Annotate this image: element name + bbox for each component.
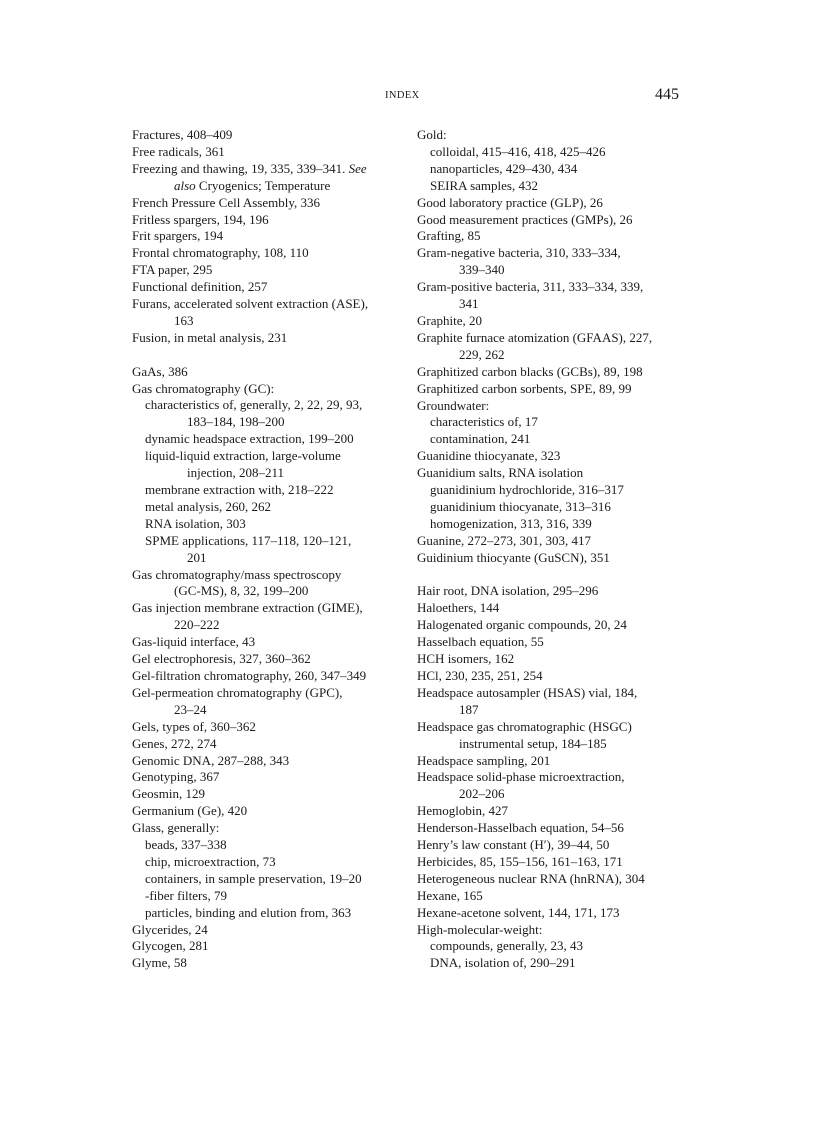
entry-text: GaAs, 386 <box>132 363 188 379</box>
index-entry <box>417 820 687 837</box>
entry-text: Hexane-acetone solvent, 144, 171, 173 <box>417 904 620 920</box>
entry-text: Grafting, 85 <box>417 228 481 244</box>
entry-text: DNA, isolation of, 290–291 <box>430 955 576 971</box>
entry-text: Gas injection membrane extraction (GIME), <box>132 600 363 616</box>
index-entry <box>132 938 394 955</box>
entry-text: Gas chromatography/mass spectroscopy <box>132 566 342 582</box>
entry-text: beads, 337–338 <box>145 837 227 853</box>
page-number: 445 <box>655 86 679 103</box>
entry-continuation: 201 <box>187 549 207 565</box>
entry-text: homogenization, 313, 316, 339 <box>430 515 592 531</box>
index-entry <box>417 583 687 600</box>
index-entry <box>132 803 394 820</box>
entry-text: Fractures, 408–409 <box>132 127 233 142</box>
entry-text: FTA paper, 295 <box>132 262 213 278</box>
entry-text: Guanine, 272–273, 301, 303, 417 <box>417 532 592 548</box>
entry-text: Gold: <box>417 127 447 142</box>
index-subentry <box>417 938 687 955</box>
index-subentry <box>132 499 394 516</box>
index-entry <box>417 753 687 770</box>
index-subentry <box>417 955 687 972</box>
index-entry <box>417 127 687 144</box>
index-subentry <box>132 533 394 567</box>
entry-text: Good laboratory practice (GLP), 26 <box>417 194 603 210</box>
entry-text: Halogenated organic compounds, 20, 24 <box>417 617 627 633</box>
entry-text: Guanidine thiocyanate, 323 <box>417 448 561 464</box>
index-entry <box>417 279 687 313</box>
entry-text: Headspace solid-phase microextraction, <box>417 769 625 785</box>
index-entry <box>132 786 394 803</box>
entry-text: HCH isomers, 162 <box>417 651 515 667</box>
index-entry <box>132 685 394 719</box>
entry-text: Genomic DNA, 287–288, 343 <box>132 752 290 768</box>
index-entry <box>417 634 687 651</box>
entry-text: membrane extraction with, 218–222 <box>145 482 334 498</box>
entry-text: Gas-liquid interface, 43 <box>132 634 256 650</box>
entry-text: Germanium (Ge), 420 <box>132 803 248 819</box>
index-entry <box>417 212 687 229</box>
index-column-left <box>132 127 394 972</box>
index-subentry <box>417 482 687 499</box>
entry-continuation: 341 <box>459 296 479 312</box>
index-subentry <box>417 161 687 178</box>
letter-group-gap <box>417 567 687 584</box>
entry-text: Hemoglobin, 427 <box>417 803 508 819</box>
page-header <box>0 86 816 108</box>
entry-text: Headspace autosampler (HSAS) vial, 184, <box>417 684 638 700</box>
index-entry <box>417 533 687 550</box>
index-entry <box>417 905 687 922</box>
entry-text: Graphite, 20 <box>417 312 482 328</box>
index-entry <box>417 398 687 415</box>
entry-text: Fritless spargers, 194, 196 <box>132 211 269 227</box>
index-entry <box>132 736 394 753</box>
entry-continuation: 163 <box>174 312 194 328</box>
index-entry <box>417 871 687 888</box>
index-entry <box>417 651 687 668</box>
entry-text: chip, microextraction, 73 <box>145 853 276 869</box>
entry-text: Graphite furnace atomization (GFAAS), 227, <box>417 329 653 345</box>
entry-text: Gel electrophoresis, 327, 360–362 <box>132 651 311 667</box>
index-subentry <box>132 482 394 499</box>
entry-continuation: instrumental setup, 184–185 <box>459 735 607 751</box>
index-entry <box>132 296 394 330</box>
index-entry <box>132 567 394 601</box>
entry-text: Frit spargers, 194 <box>132 228 224 244</box>
index-entry <box>417 364 687 381</box>
entry-text: contamination, 241 <box>430 431 531 447</box>
index-subentry <box>417 516 687 533</box>
index-subentry <box>417 499 687 516</box>
index-entry <box>417 195 687 212</box>
entry-text: Gel-filtration chromatography, 260, 347–349 <box>132 667 367 683</box>
index-entry <box>132 228 394 245</box>
index-entry <box>417 719 687 753</box>
index-entry <box>417 769 687 803</box>
entry-continuation: 339–340 <box>459 262 505 278</box>
entry-text: Headspace sampling, 201 <box>417 752 551 768</box>
entry-text: Frontal chromatography, 108, 110 <box>132 245 309 261</box>
index-subentry <box>132 431 394 448</box>
entry-text: Gels, types of, 360–362 <box>132 718 256 734</box>
index-subentry <box>132 888 394 905</box>
index-entry <box>132 364 394 381</box>
entry-text: Glass, generally: <box>132 820 220 836</box>
index-column-right <box>417 127 687 972</box>
index-entry <box>417 803 687 820</box>
entry-text: Henderson-Hasselbach equation, 54–56 <box>417 820 624 836</box>
index-entry <box>132 820 394 837</box>
entry-text: Guidinium thiocyante (GuSCN), 351 <box>417 549 610 565</box>
index-subentry <box>417 178 687 195</box>
entry-continuation: 202–206 <box>459 786 505 802</box>
entry-text: Gram-positive bacteria, 311, 333–334, 339, <box>417 279 644 295</box>
index-entry <box>417 550 687 567</box>
entry-text: dynamic headspace extraction, 199–200 <box>145 431 354 447</box>
entry-continuation: (GC-MS), 8, 32, 199–200 <box>174 583 309 599</box>
index-entry <box>132 195 394 212</box>
entry-text: Free radicals, 361 <box>132 143 225 159</box>
index-subentry <box>417 144 687 161</box>
index-subentry <box>132 516 394 533</box>
entry-text: Headspace gas chromatographic (HSGC) <box>417 718 632 734</box>
entry-text: colloidal, 415–416, 418, 425–426 <box>430 143 606 159</box>
index-entry <box>132 262 394 279</box>
index-entry <box>417 668 687 685</box>
index-entry <box>132 753 394 770</box>
entry-text: Hair root, DNA isolation, 295–296 <box>417 583 599 599</box>
entry-continuation: 23–24 <box>174 701 207 717</box>
index-entry <box>417 922 687 939</box>
entry-text: metal analysis, 260, 262 <box>145 498 272 514</box>
index-entry <box>132 161 394 195</box>
index-entry <box>132 719 394 736</box>
entry-text: Hasselbach equation, 55 <box>417 634 544 650</box>
entry-text: Glycogen, 281 <box>132 938 209 954</box>
running-head: INDEX <box>385 90 420 101</box>
entry-text: Furans, accelerated solvent extraction (ASE), <box>132 296 369 312</box>
entry-text: HCl, 230, 235, 251, 254 <box>417 667 543 683</box>
index-entry <box>132 600 394 634</box>
index-entry <box>132 668 394 685</box>
index-subentry <box>132 854 394 871</box>
entry-text: High-molecular-weight: <box>417 921 543 937</box>
index-entry <box>132 955 394 972</box>
index-entry <box>417 313 687 330</box>
entry-text: SPME applications, 117–118, 120–121, <box>145 532 352 548</box>
entry-text: Glycerides, 24 <box>132 921 208 937</box>
index-entry <box>417 245 687 279</box>
entry-text: Genes, 272, 274 <box>132 735 217 751</box>
index-entry <box>132 769 394 786</box>
index-entry <box>132 212 394 229</box>
index-entry <box>132 634 394 651</box>
entry-text: Herbicides, 85, 155–156, 161–163, 171 <box>417 853 623 869</box>
index-entry <box>132 279 394 296</box>
index-entry <box>417 448 687 465</box>
index-entry <box>132 330 394 347</box>
entry-text: Genotyping, 367 <box>132 769 220 785</box>
entry-text: guanidinium hydrochloride, 316–317 <box>430 482 624 498</box>
entry-text: guanidinium thiocyanate, 313–316 <box>430 498 611 514</box>
index-entry <box>417 617 687 634</box>
entry-text: liquid-liquid extraction, large-volume <box>145 448 341 464</box>
entry-text: Guanidium salts, RNA isolation <box>417 465 584 481</box>
entry-text: Groundwater: <box>417 397 490 413</box>
index-entry <box>417 685 687 719</box>
entry-text: characteristics of, generally, 2, 22, 29, 93, <box>145 397 363 413</box>
index-entry <box>132 144 394 161</box>
entry-text: Heterogeneous nuclear RNA (hnRNA), 304 <box>417 870 645 886</box>
entry-text: French Pressure Cell Assembly, 336 <box>132 194 320 210</box>
entry-text: Glyme, 58 <box>132 955 187 971</box>
entry-continuation: also Cryogenics; Temperature <box>174 177 331 193</box>
entry-text: compounds, generally, 23, 43 <box>430 938 583 954</box>
entry-text: SEIRA samples, 432 <box>430 177 538 193</box>
entry-text: Hexane, 165 <box>417 887 483 903</box>
index-entry <box>132 651 394 668</box>
index-entry <box>417 381 687 398</box>
entry-text: Functional definition, 257 <box>132 279 268 295</box>
entry-text: Graphitized carbon blacks (GCBs), 89, 198 <box>417 363 643 379</box>
entry-text: Graphitized carbon sorbents, SPE, 89, 99 <box>417 380 632 396</box>
entry-text: RNA isolation, 303 <box>145 515 246 531</box>
index-entry <box>417 837 687 854</box>
entry-text: containers, in sample preservation, 19–20 <box>145 870 362 886</box>
entry-continuation: 220–222 <box>174 617 220 633</box>
entry-text: Fusion, in metal analysis, 231 <box>132 329 288 345</box>
entry-text: Freezing and thawing, 19, 335, 339–341. See <box>132 160 367 176</box>
index-subentry <box>132 837 394 854</box>
index-entry <box>417 600 687 617</box>
index-entry <box>417 228 687 245</box>
index-entry <box>132 127 394 144</box>
entry-text: Gel-permeation chromatography (GPC), <box>132 684 343 700</box>
index-entry <box>132 381 394 398</box>
index-subentry <box>417 414 687 431</box>
entry-continuation: 229, 262 <box>459 346 505 362</box>
index-entry <box>132 245 394 262</box>
entry-text: Geosmin, 129 <box>132 786 205 802</box>
entry-text: Haloethers, 144 <box>417 600 500 616</box>
letter-group-gap <box>132 347 394 364</box>
index-entry <box>132 922 394 939</box>
entry-continuation: injection, 208–211 <box>187 465 285 481</box>
index-subentry <box>132 397 394 431</box>
index-subentry <box>132 905 394 922</box>
entry-text: Gas chromatography (GC): <box>132 380 275 396</box>
index-subentry <box>132 871 394 888</box>
entry-text: characteristics of, 17 <box>430 414 538 430</box>
entry-text: -fiber filters, 79 <box>145 887 227 903</box>
entry-continuation: 183–184, 198–200 <box>187 414 285 430</box>
entry-text: Good measurement practices (GMPs), 26 <box>417 211 633 227</box>
index-entry <box>417 465 687 482</box>
index-subentry <box>132 448 394 482</box>
entry-text: Henry’s law constant (H′), 39–44, 50 <box>417 837 610 853</box>
entry-text: nanoparticles, 429–430, 434 <box>430 160 578 176</box>
index-entry <box>417 888 687 905</box>
entry-text: Gram-negative bacteria, 310, 333–334, <box>417 245 621 261</box>
entry-text: particles, binding and elution from, 363 <box>145 904 352 920</box>
entry-continuation: 187 <box>459 701 479 717</box>
index-entry <box>417 330 687 364</box>
index-entry <box>417 854 687 871</box>
index-subentry <box>417 431 687 448</box>
